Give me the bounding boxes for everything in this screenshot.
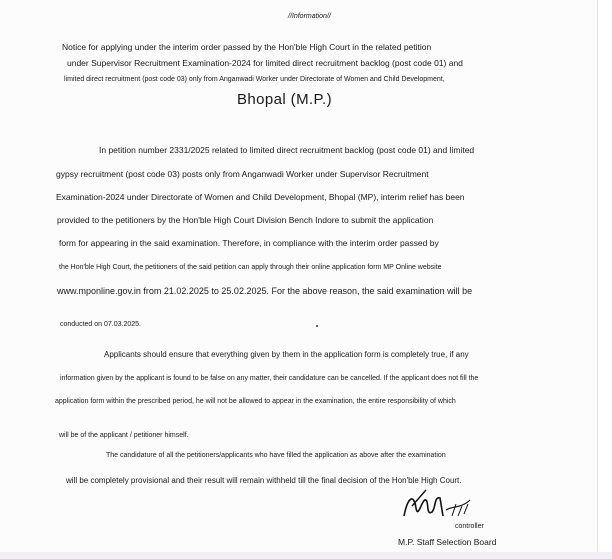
- header-tag: //Information//: [288, 13, 331, 20]
- paragraph-line: the Hon'ble High Court, the petitioners of the said petition can apply through their online application form MP Online website: [59, 264, 442, 271]
- paragraph-line: will be of the applicant / petitioner himself.: [59, 432, 189, 439]
- paragraph-line: www.mponline.gov.in from 21.02.2025 to 25.02.2025. For the above reason, the said examination will be: [57, 286, 473, 296]
- handwritten-signature: [396, 486, 476, 526]
- notice-line-2: under Supervisor Recruitment Examination-2024 for limited direct recruitment backlog (post code 01) and: [67, 58, 463, 68]
- notice-line-3: limited direct recruitment (post code 03) only from Anganwadi Worker under Directorate of Women and Child Development,: [64, 76, 445, 83]
- paragraph-line: In petition number 2331/2025 related to limited direct recruitment backlog (post code 01) and limited: [99, 145, 475, 155]
- paragraph-line: Examination-2024 under Directorate of Women and Child Development, Bhopal (MP), interim relief has been: [56, 192, 465, 202]
- paragraph-line: information given by the applicant is found to be false on any matter, their candidature can be cancelled. If the applicant does not fill the: [60, 375, 479, 382]
- bottom-strip: [0, 552, 612, 559]
- paragraph-line: Applicants should ensure that everything given by them in the application form is completely true, if any: [104, 350, 469, 359]
- signatory-designation: controller: [455, 523, 484, 530]
- signatory-organization: M.P. Staff Selection Board: [398, 537, 497, 547]
- paragraph-line: application form within the prescribed period, he will not be allowed to appear in the examination, the entire responsibility of which: [55, 398, 456, 405]
- paragraph-line: gypsy recruitment (post code 03) posts only from Anganwadi Worker under Supervisor Recruitment: [56, 169, 429, 179]
- notice-line-1: Notice for applying under the interim order passed by the Hon'ble High Court in the related petition: [62, 42, 432, 52]
- paragraph-line: will be completely provisional and their result will remain withheld till the final decision of the Hon'ble High Court.: [66, 476, 462, 485]
- paragraph-line: The candidature of all the petitioners/applicants who have filled the application as above after the examination: [106, 452, 446, 459]
- notice-city: Bhopal (M.P.): [237, 91, 332, 108]
- paragraph-line: form for appearing in the said examination. Therefore, in compliance with the interim order passed by: [59, 238, 439, 248]
- paragraph-line: provided to the petitioners by the Hon'ble High Court Division Bench Indore to submit the application: [57, 215, 434, 225]
- paragraph-line: conducted on 07.03.2025.: [60, 321, 141, 328]
- speck-mark: [316, 325, 318, 327]
